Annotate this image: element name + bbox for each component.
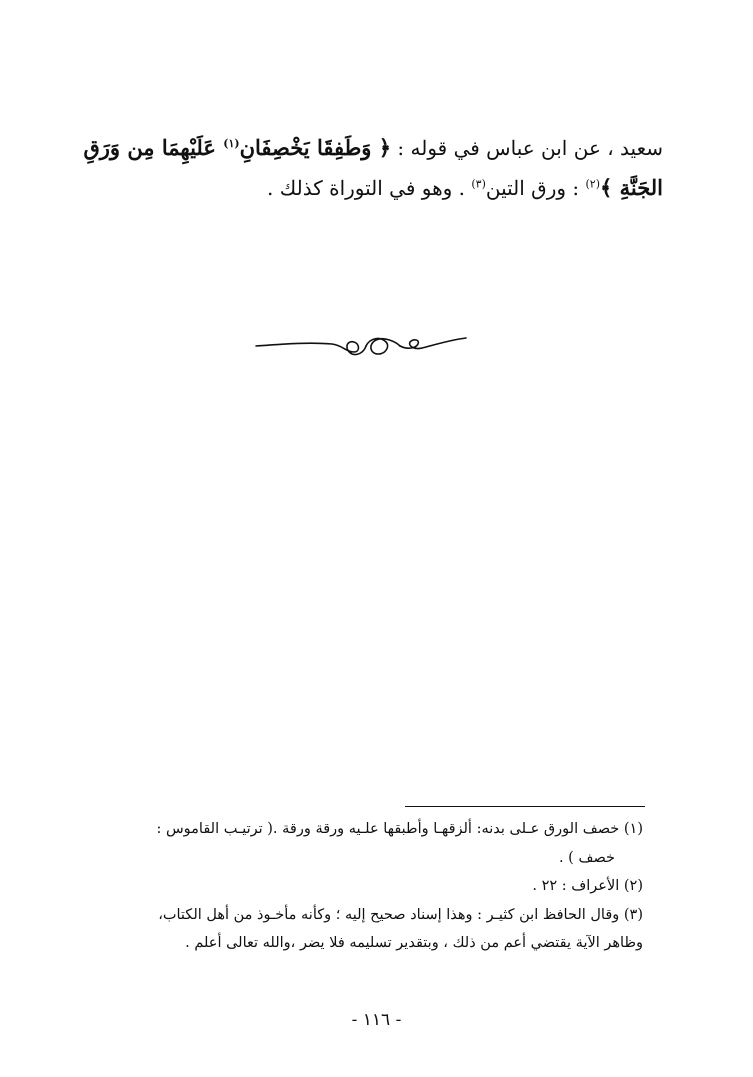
main-text xyxy=(70,128,663,208)
quran-verse-text-c: الجَنَّةِ xyxy=(612,175,663,200)
quran-verse-text-a: وَطَفِقَا يَخْصِفَانِ xyxy=(239,135,379,160)
quran-verse-closing xyxy=(600,175,663,200)
narration-text: سعيد ، عن ابن عباس في قوله : xyxy=(391,136,663,160)
quran-open-bracket: ﴿ xyxy=(378,135,392,160)
footnote-mark-3: (٣) xyxy=(471,177,486,191)
quran-verse-text-b: عَلَيْهِمَا مِن وَرَقِ xyxy=(83,135,224,160)
footnote-mark-2: (٢) xyxy=(585,177,600,191)
footnote-mark-1: (١) xyxy=(223,137,240,150)
footnote-2: (٢) الأعراف : ٢٢ . xyxy=(532,878,643,894)
main-text-line-1 xyxy=(70,128,663,168)
narration-text-2a: : ورق التين xyxy=(485,176,586,200)
footnote-1-line-2: خصف ) . xyxy=(558,849,615,866)
footnotes xyxy=(80,815,643,958)
footnote-separator xyxy=(405,806,645,807)
footnote-3-line-1: (٣) وقال الحافظ ابن كثيـر : وهذا إسناد صحيح إليه ؛ وكأنه مأخـوذ من أهل الكتاب، xyxy=(158,906,643,923)
page-number: - ١١٦ - xyxy=(351,1010,402,1030)
footnote-3-line-2: وظاهر الآية يقتضي أعم من ذلك ، وبتقدير تسليمه فلا يضر ،والله تعالى أعلم . xyxy=(185,935,643,951)
section-divider-ornament xyxy=(254,326,468,362)
quran-verse-opening xyxy=(83,135,391,160)
footnote-1-line-1: (١) خصف الورق عـلى بدنه: ألزقهـا وأطبقها علـيه ورقة ورقة .( ترتيـب القاموس : xyxy=(156,821,643,837)
main-text-line-2 xyxy=(70,168,663,208)
quran-close-bracket: ﴾ xyxy=(599,175,613,200)
narration-text-2b: . وهو في التوراة كذلك . xyxy=(267,176,472,200)
